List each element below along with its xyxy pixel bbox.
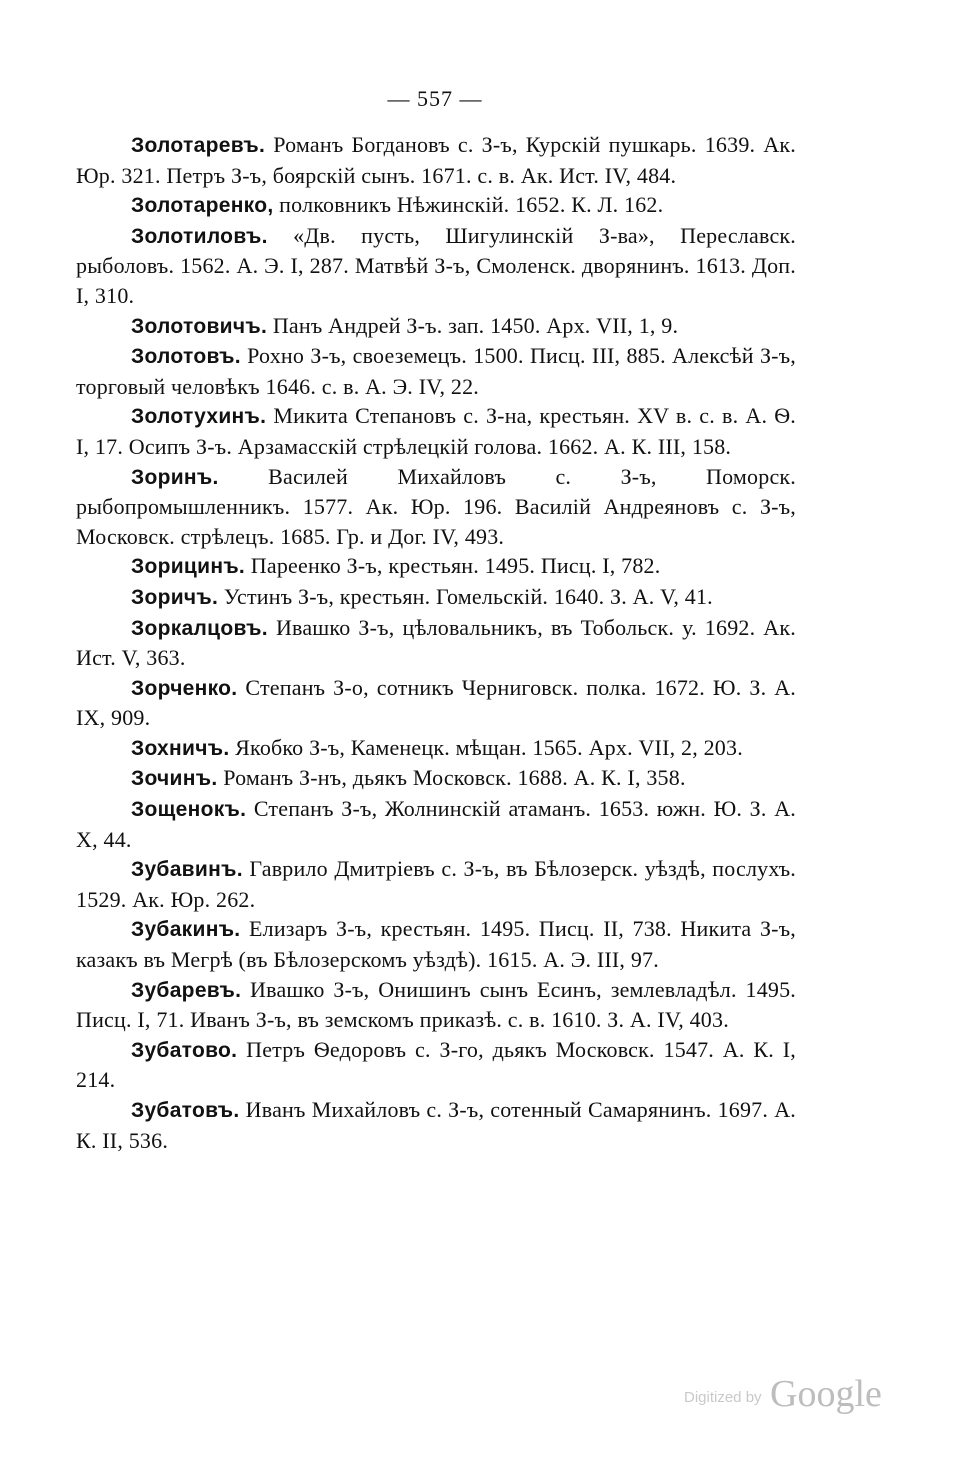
- dictionary-entry: [76, 311, 796, 342]
- entry-text: Гаврило Дмитріевъ с. З-ъ, въ Бѣлозерск. уѣздѣ, послухъ. 1529. Ак. Юр. 262.: [76, 856, 796, 912]
- dictionary-entry: [76, 763, 796, 794]
- entry-headword: Зубатово.: [131, 1038, 238, 1062]
- entry-headword: Золотухинъ.: [131, 405, 267, 429]
- entry-text: полковникъ Нѣжинскій. 1652. К. Л. 162.: [273, 192, 664, 218]
- entry-headword: Золотовъ.: [131, 345, 241, 369]
- dictionary-entry: [76, 341, 796, 401]
- entry-text: Микита Степановъ с. З-на, крестьян. XV в. с. в. А. Ѳ. I, 17. Осипъ З-ъ. Арзамасскій стрѣлецкій голова. 1662. А. К. III, 158.: [76, 403, 796, 459]
- entry-text: Пареенко З-ъ, крестьян. 1495. Писц. I, 782.: [245, 553, 661, 579]
- dictionary-entry: [76, 854, 796, 914]
- dictionary-entry: [76, 401, 796, 461]
- entry-headword: Зощенокъ.: [131, 798, 247, 822]
- dictionary-entry: [76, 221, 796, 311]
- entry-headword: Зубаревъ.: [131, 978, 242, 1002]
- dictionary-entry: [76, 794, 796, 854]
- dictionary-entry: [76, 462, 796, 552]
- entry-text: Степанъ З-ъ, Жолнинскій атаманъ. 1653. южн. Ю. З. А. X, 44.: [76, 796, 796, 852]
- entry-text: Петръ Ѳедоровъ с. З-го, дьякъ Московск. 1547. А. К. I, 214.: [76, 1036, 796, 1093]
- dictionary-entry: [76, 1035, 796, 1095]
- dictionary-entry: [76, 551, 796, 582]
- entry-text: Романъ Богдановъ с. З-ъ, Курскій пушкарь. 1639. Ак. Юр. 321. Петръ З-ъ, боярскій сынъ. 1671. с. в. Ак. Ист. IV, 484.: [76, 132, 796, 188]
- entry-headword: Зорченко.: [131, 676, 238, 700]
- entry-list: [76, 130, 796, 1155]
- dictionary-entry: [76, 975, 796, 1035]
- dictionary-entry: [76, 673, 796, 733]
- entry-headword: Зубавинъ.: [131, 858, 243, 882]
- entry-text: Иванъ Михайловъ с. З-ъ, сотенный Самарянинъ. 1697. А. К. II, 536.: [76, 1097, 796, 1153]
- entry-text: Якобко З-ъ, Каменецк. мѣщан. 1565. Арх. VII, 2, 203.: [229, 734, 743, 760]
- page-number: — 557 —: [387, 86, 483, 111]
- entry-text: Рохно З-ъ, своеземецъ. 1500. Писц. III, 885. Алексѣй З-ъ, торговый человѣкъ 1646. с. в. А. Э. IV, 22.: [76, 343, 796, 399]
- entry-headword: Золотаренко,: [131, 194, 274, 218]
- entry-text: Панъ Андрей З-ъ. зап. 1450. Арх. VII, 1, 9.: [267, 312, 679, 338]
- dictionary-entry: [76, 190, 796, 221]
- watermark-prefix: Digitized by: [684, 1389, 762, 1406]
- entry-text: Степанъ З-о, сотникъ Черниговск. полка. 1672. Ю. З. А. IX, 909.: [76, 674, 796, 731]
- dictionary-entry: [76, 582, 796, 613]
- entry-text: Ивашко З-ъ, Онишинъ сынъ Есинъ, землевладѣл. 1495. Писц. I, 71. Иванъ З-ъ, въ земскомъ приказѣ. с. в. 1610. З. А. IV, 403.: [76, 976, 796, 1033]
- entry-headword: Зочинъ.: [131, 767, 218, 791]
- dictionary-entry: [76, 1095, 796, 1155]
- dictionary-entry: [76, 613, 796, 673]
- dictionary-entry: [76, 130, 796, 190]
- entry-headword: Зоркалцовъ.: [131, 616, 268, 640]
- watermark-logo: Google: [770, 1373, 882, 1415]
- entry-text: «Дв. пусть, Шигулинскій З-ва», Переславск. рыболовъ. 1562. А. Э. I, 287. Матвѣй З-ъ, Смоленск. дворянинъ. 1613. Доп. I, 310.: [76, 222, 796, 308]
- dictionary-entry: [76, 733, 796, 764]
- entry-headword: Золотаревъ.: [131, 134, 266, 157]
- digitized-watermark: [684, 1372, 882, 1416]
- entry-text: Романъ З-нъ, дьякъ Московск. 1688. А. К. I, 358.: [217, 765, 686, 791]
- entry-headword: Золотовичъ.: [131, 314, 268, 338]
- entry-headword: Зубатовъ.: [131, 1099, 240, 1122]
- entry-text: Елизаръ З-ъ, крестьян. 1495. Писц. II, 738. Никита З-ъ, казакъ въ Мегрѣ (въ Бѣлозерскомъ уѣздѣ). 1615. А. Э. III, 97.: [76, 916, 796, 973]
- entry-text: Ивашко З-ъ, цѣловальникъ, въ Тобольск. у. 1692. Ак. Ист. V, 363.: [76, 614, 796, 671]
- entry-text: Василей Михайловъ с. З-ъ, Поморск. рыбопромышленникъ. 1577. Ак. Юр. 196. Василій Андреяновъ с. З-ъ, Московск. стрѣлецъ. 1685. Гр. и Дог. IV, 493.: [76, 463, 796, 549]
- dictionary-entry: [76, 914, 796, 974]
- entry-headword: Зохничъ.: [131, 736, 230, 760]
- entry-headword: Зубакинъ.: [131, 918, 241, 942]
- entry-headword: Золотиловъ.: [131, 224, 268, 248]
- entry-text: Устинъ З-ъ, крестьян. Гомельскій. 1640. З. А. V, 41.: [218, 583, 713, 609]
- entry-headword: Зорицинъ.: [131, 555, 246, 579]
- entry-headword: Зоричъ.: [131, 585, 219, 609]
- entry-headword: Зоринъ.: [131, 465, 219, 489]
